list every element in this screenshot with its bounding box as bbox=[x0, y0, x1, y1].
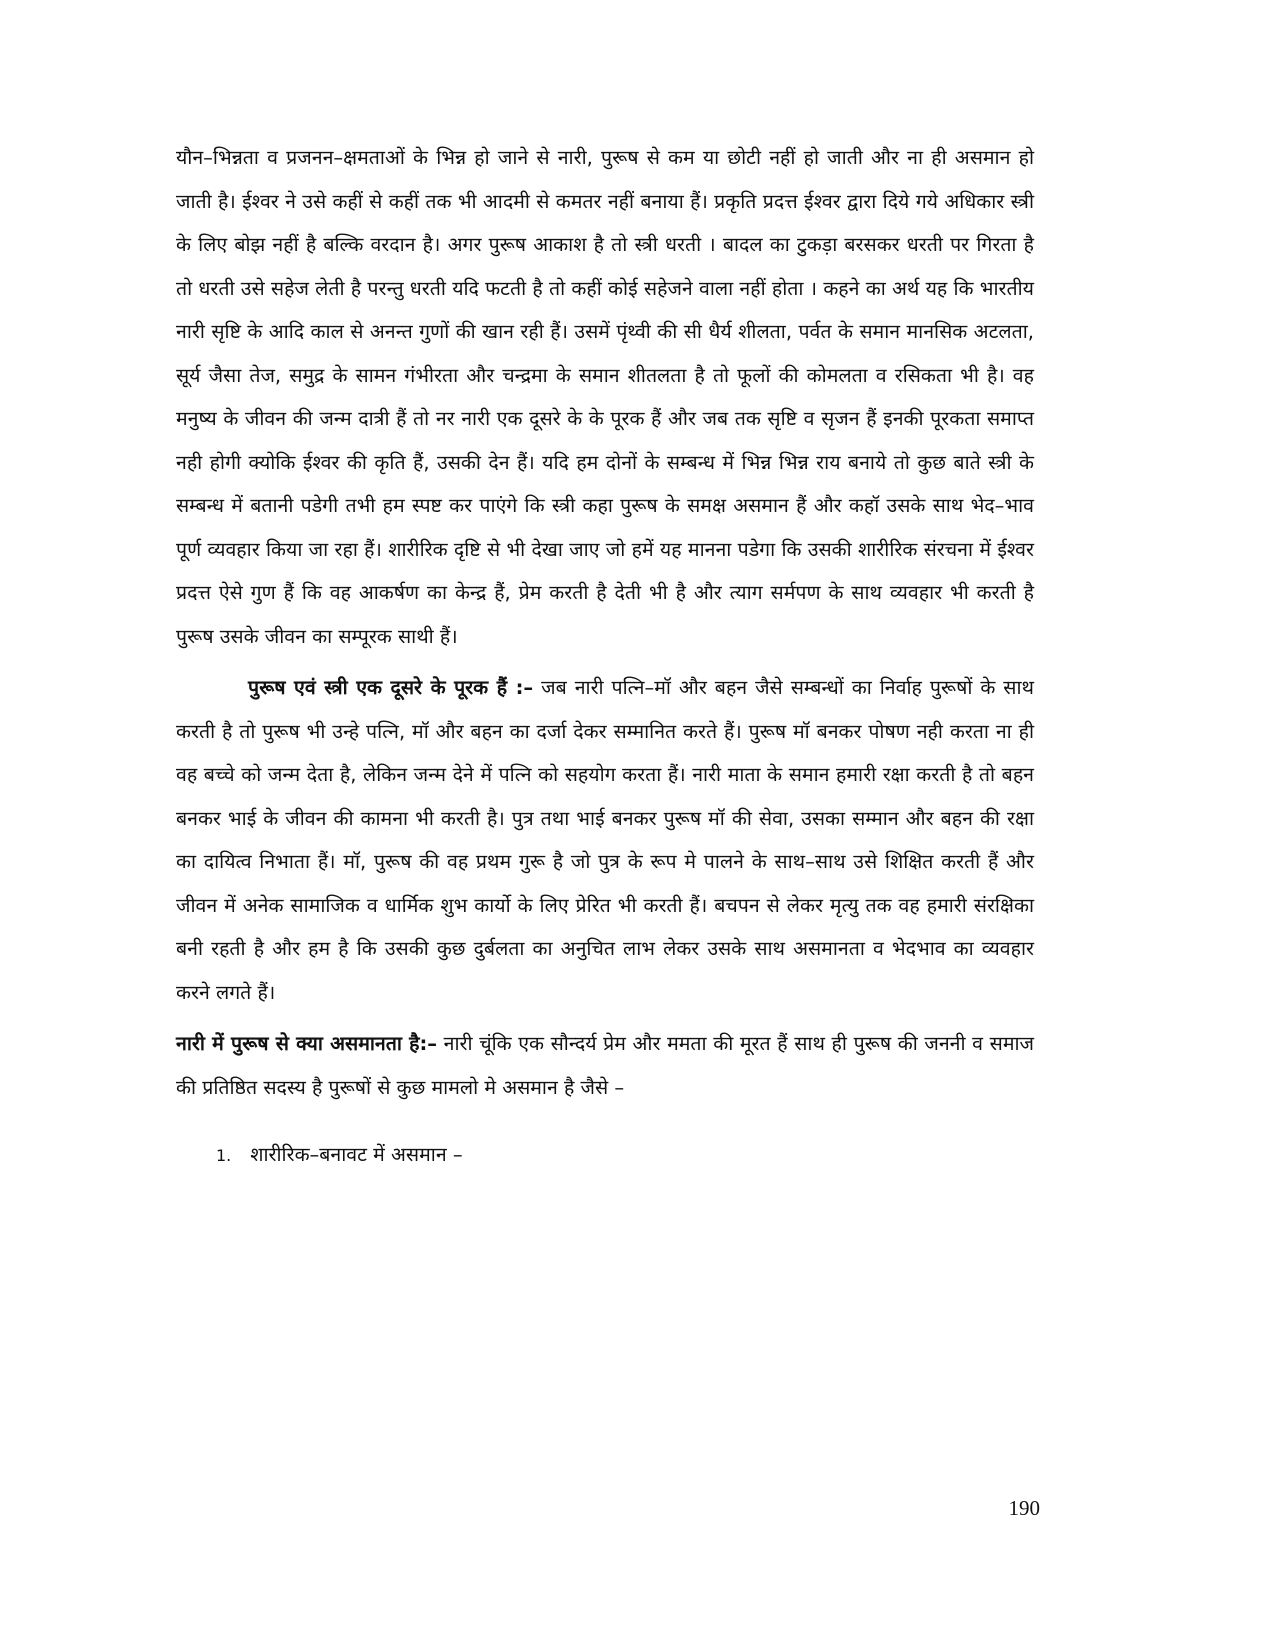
paragraph-2-text: जब नारी पत्नि–मॉ और बहन जैसे सम्बन्धों का निर्वाह पुरूषों के साथ करती है तो पुरूष भी उन्हे पत्नि, मॉ और बहन का दर्जा देकर सम्मानित करते हैं। पुरूष मॉ बनकर पोषण नही करता ना ही वह बच्चे को जन्म देता है, लेकिन जन्म देने में पत्नि को सहयोग करता हैं। नारी माता के समान हमारी रक्षा करती है तो बहन बनकर भाई के जीवन की कामना भी करती है। पुत्र तथा भाई बनकर पुरूष मॉ की सेवा, उसका सम्मान और बहन की रक्षा का दायित्व निभाता हैं। मॉ, पुरूष की वह प्रथम गुरू है जो पुत्र के रूप मे पालने के साथ–साथ उसे शिक्षित करती हैं और जीवन में अनेक सामाजिक व धार्मिक शुभ कार्यो के लिए प्रेरित भी करती हैं। बचपन से लेकर मृत्यु तक वह हमारी संरक्षिका बनी रहती है और हम है कि उसकी कुछ दुर्बलता का अनुचित लाभ लेकर उसके साथ असमानता व भेदभाव का व्यवहार करने लगते हैं। bbox=[176, 676, 1034, 1004]
paragraph-3-heading: नारी में पुरूष से क्या असमानता है:– bbox=[176, 1032, 438, 1055]
page-body bbox=[176, 136, 1034, 1178]
paragraph-3-text: नारी चूंकि एक सौन्दर्य प्रेम और ममता की मूरत हैं साथ ही पुरूष की जननी व समाज की प्रतिष्ठित सदस्य है पुरूषों से कुछ मामलो मे असमान है जैसे – bbox=[176, 1032, 1035, 1099]
numbered-list bbox=[176, 1133, 1034, 1178]
paragraph-3 bbox=[176, 1022, 1034, 1109]
list-item-text: शारीरिक–बनावट में असमान – bbox=[250, 1143, 463, 1166]
page-number: 190 bbox=[1008, 1496, 1040, 1520]
list-item bbox=[216, 1133, 1034, 1178]
list-item-number: 1. bbox=[216, 1146, 232, 1165]
paragraph-2-heading: पुरूष एवं स्त्री एक दूसरे के पूरक हैं :– bbox=[248, 676, 534, 699]
paragraph-1: यौन–भिन्नता व प्रजनन–क्षमताओं के भिन्न हो जाने से नारी, पुरूष से कम या छोटी नहीं हो जाती और ना ही असमान हो जाती है। ईश्वर ने उसे कहीं से कहीं तक भी आदमी से कमतर नहीं बनाया हैं। प्रकृति प्रदत्त ईश्वर द्वारा दिये गये अधिकार स्त्री के लिए बोझ नहीं है बल्कि वरदान है। अगर पुरूष आकाश है तो स्त्री धरती । बादल का टुकड़ा बरसकर धरती पर गिरता है तो धरती उसे सहेज लेती है परन्तु धरती यदि फटती है तो कहीं कोई सहेजने वाला नहीं होता । कहने का अर्थ यह कि भारतीय नारी सृष्टि के आदि काल से अनन्त गुणों की खान रही हैं। उसमें पृंथ्वी की सी धैर्य शीलता, पर्वत के समान मानसिक अटलता, सूर्य जैसा तेज, समुद्र के सामन गंभीरता और चन्द्रमा के समान शीतलता है तो फूलों की कोमलता व रसिकता भी है। वह मनुष्य के जीवन की जन्म दात्री हैं तो नर नारी एक दूसरे के के पूरक हैं और जब तक सृष्टि व सृजन हैं इनकी पूरकता समाप्त नही होगी क्योकि ईश्वर की कृति हैं, उसकी देन हैं। यदि हम दोनों के सम्बन्ध में भिन्न भिन्न राय बनाये तो कुछ बाते स्त्री के सम्बन्ध में बतानी पडेगी तभी हम स्पष्ट कर पाएंगे कि स्त्री कहा पुरूष के समक्ष असमान हैं और कहॉ उसके साथ भेद–भाव पूर्ण व्यवहार किया जा रहा हैं। शारीरिक दृष्टि से भी देखा जाए जो हमें यह मानना पडेगा कि उसकी शारीरिक संरचना में ईश्वर प्रदत्त ऐसे गुण हैं कि वह आकर्षण का केन्द्र हैं, प्रेम करती है देती भी है और त्याग सर्मपण के साथ व्यवहार भी करती है पुरूष उसके जीवन का सम्पूरक साथी हैं। bbox=[176, 146, 1034, 648]
paragraph-2 bbox=[176, 666, 1034, 1014]
